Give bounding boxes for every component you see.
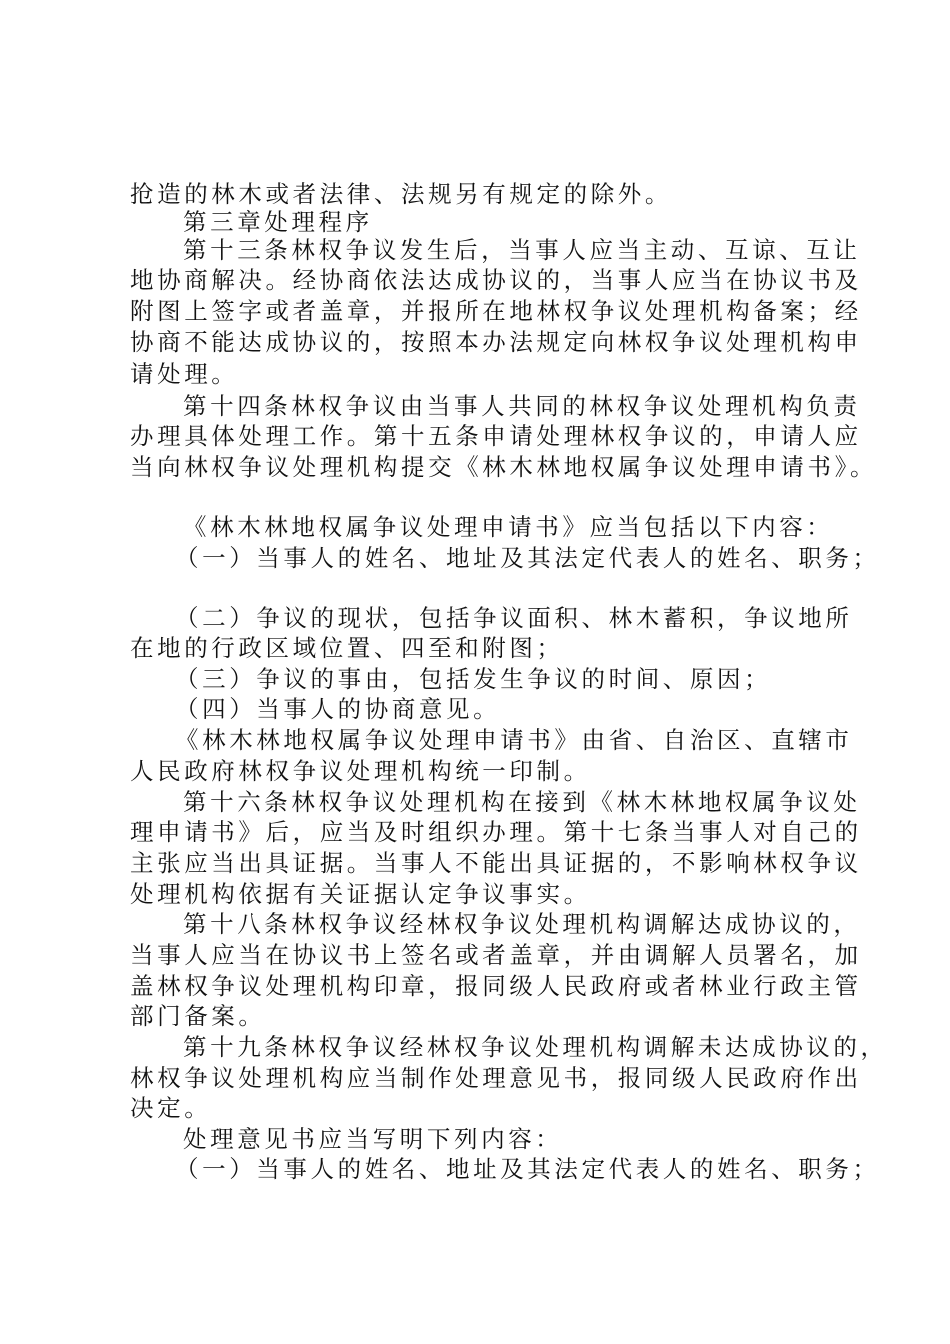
text-line: 处理意见书应当写明下列内容： <box>183 1125 563 1153</box>
text-line: 《林木林地权属争议处理申请书》应当包括以下内容： <box>183 513 834 541</box>
text-line: 主张应当出具证据。当事人不能出具证据的，不影响林权争议 <box>130 849 862 877</box>
text-line: 第十四条林权争议由当事人共同的林权争议处理机构负责 <box>183 392 861 420</box>
text-line: 理申请书》后，应当及时组织办理。第十七条当事人对自己的 <box>130 818 862 846</box>
text-line: 处理机构依据有关证据认定争议事实。 <box>130 880 591 908</box>
text-line: 决定。 <box>130 1094 212 1122</box>
text-line: 林权争议处理机构应当制作处理意见书，报同级人民政府作出 <box>130 1064 862 1092</box>
text-line: 第十九条林权争议经林权争议处理机构调解未达成协议的， <box>183 1033 888 1061</box>
text-line: 抢造的林木或者法律、法规另有规定的除外。 <box>130 180 672 208</box>
text-line: 办理具体处理工作。第十五条申请处理林权争议的，申请人应 <box>130 422 862 450</box>
text-line: 当事人应当在协议书上签名或者盖章，并由调解人员署名，加 <box>130 941 862 969</box>
text-line: （四）当事人的协商意见。 <box>175 695 501 723</box>
text-line: （一）当事人的姓名、地址及其法定代表人的姓名、职务； <box>175 1155 880 1183</box>
text-line: 《林木林地权属争议处理申请书》由省、自治区、直辖市 <box>175 726 853 754</box>
text-line: 协商不能达成协议的，按照本办法规定向林权争议处理机构申 <box>130 328 862 356</box>
text-line: 在地的行政区域位置、四至和附图； <box>130 634 564 662</box>
text-line: 第十八条林权争议经林权争议处理机构调解达成协议的， <box>183 910 861 938</box>
chapter-heading: 第三章处理程序 <box>183 208 373 236</box>
text-line: 请处理。 <box>130 360 239 388</box>
text-line: （一）当事人的姓名、地址及其法定代表人的姓名、职务； <box>175 544 880 572</box>
text-line: 附图上签字或者盖章，并报所在地林权争议处理机构备案；经 <box>130 297 862 325</box>
text-line: 部门备案。 <box>130 1002 266 1030</box>
text-line: 当向林权争议处理机构提交《林木林地权属争议处理申请书》。 <box>130 453 878 481</box>
text-line: 地协商解决。经协商依法达成协议的，当事人应当在协议书及 <box>130 266 862 294</box>
text-line: （二）争议的现状，包括争议面积、林木蓄积，争议地所 <box>175 604 853 632</box>
text-line: 盖林权争议处理机构印章，报同级人民政府或者林业行政主管 <box>130 972 862 1000</box>
text-line: 第十六条林权争议处理机构在接到《林木林地权属争议处 <box>183 788 861 816</box>
text-line: 第十三条林权争议发生后，当事人应当主动、互谅、互让 <box>183 236 861 264</box>
text-line: （三）争议的事由，包括发生争议的时间、原因； <box>175 665 772 693</box>
text-line: 人民政府林权争议处理机构统一印制。 <box>130 757 591 785</box>
